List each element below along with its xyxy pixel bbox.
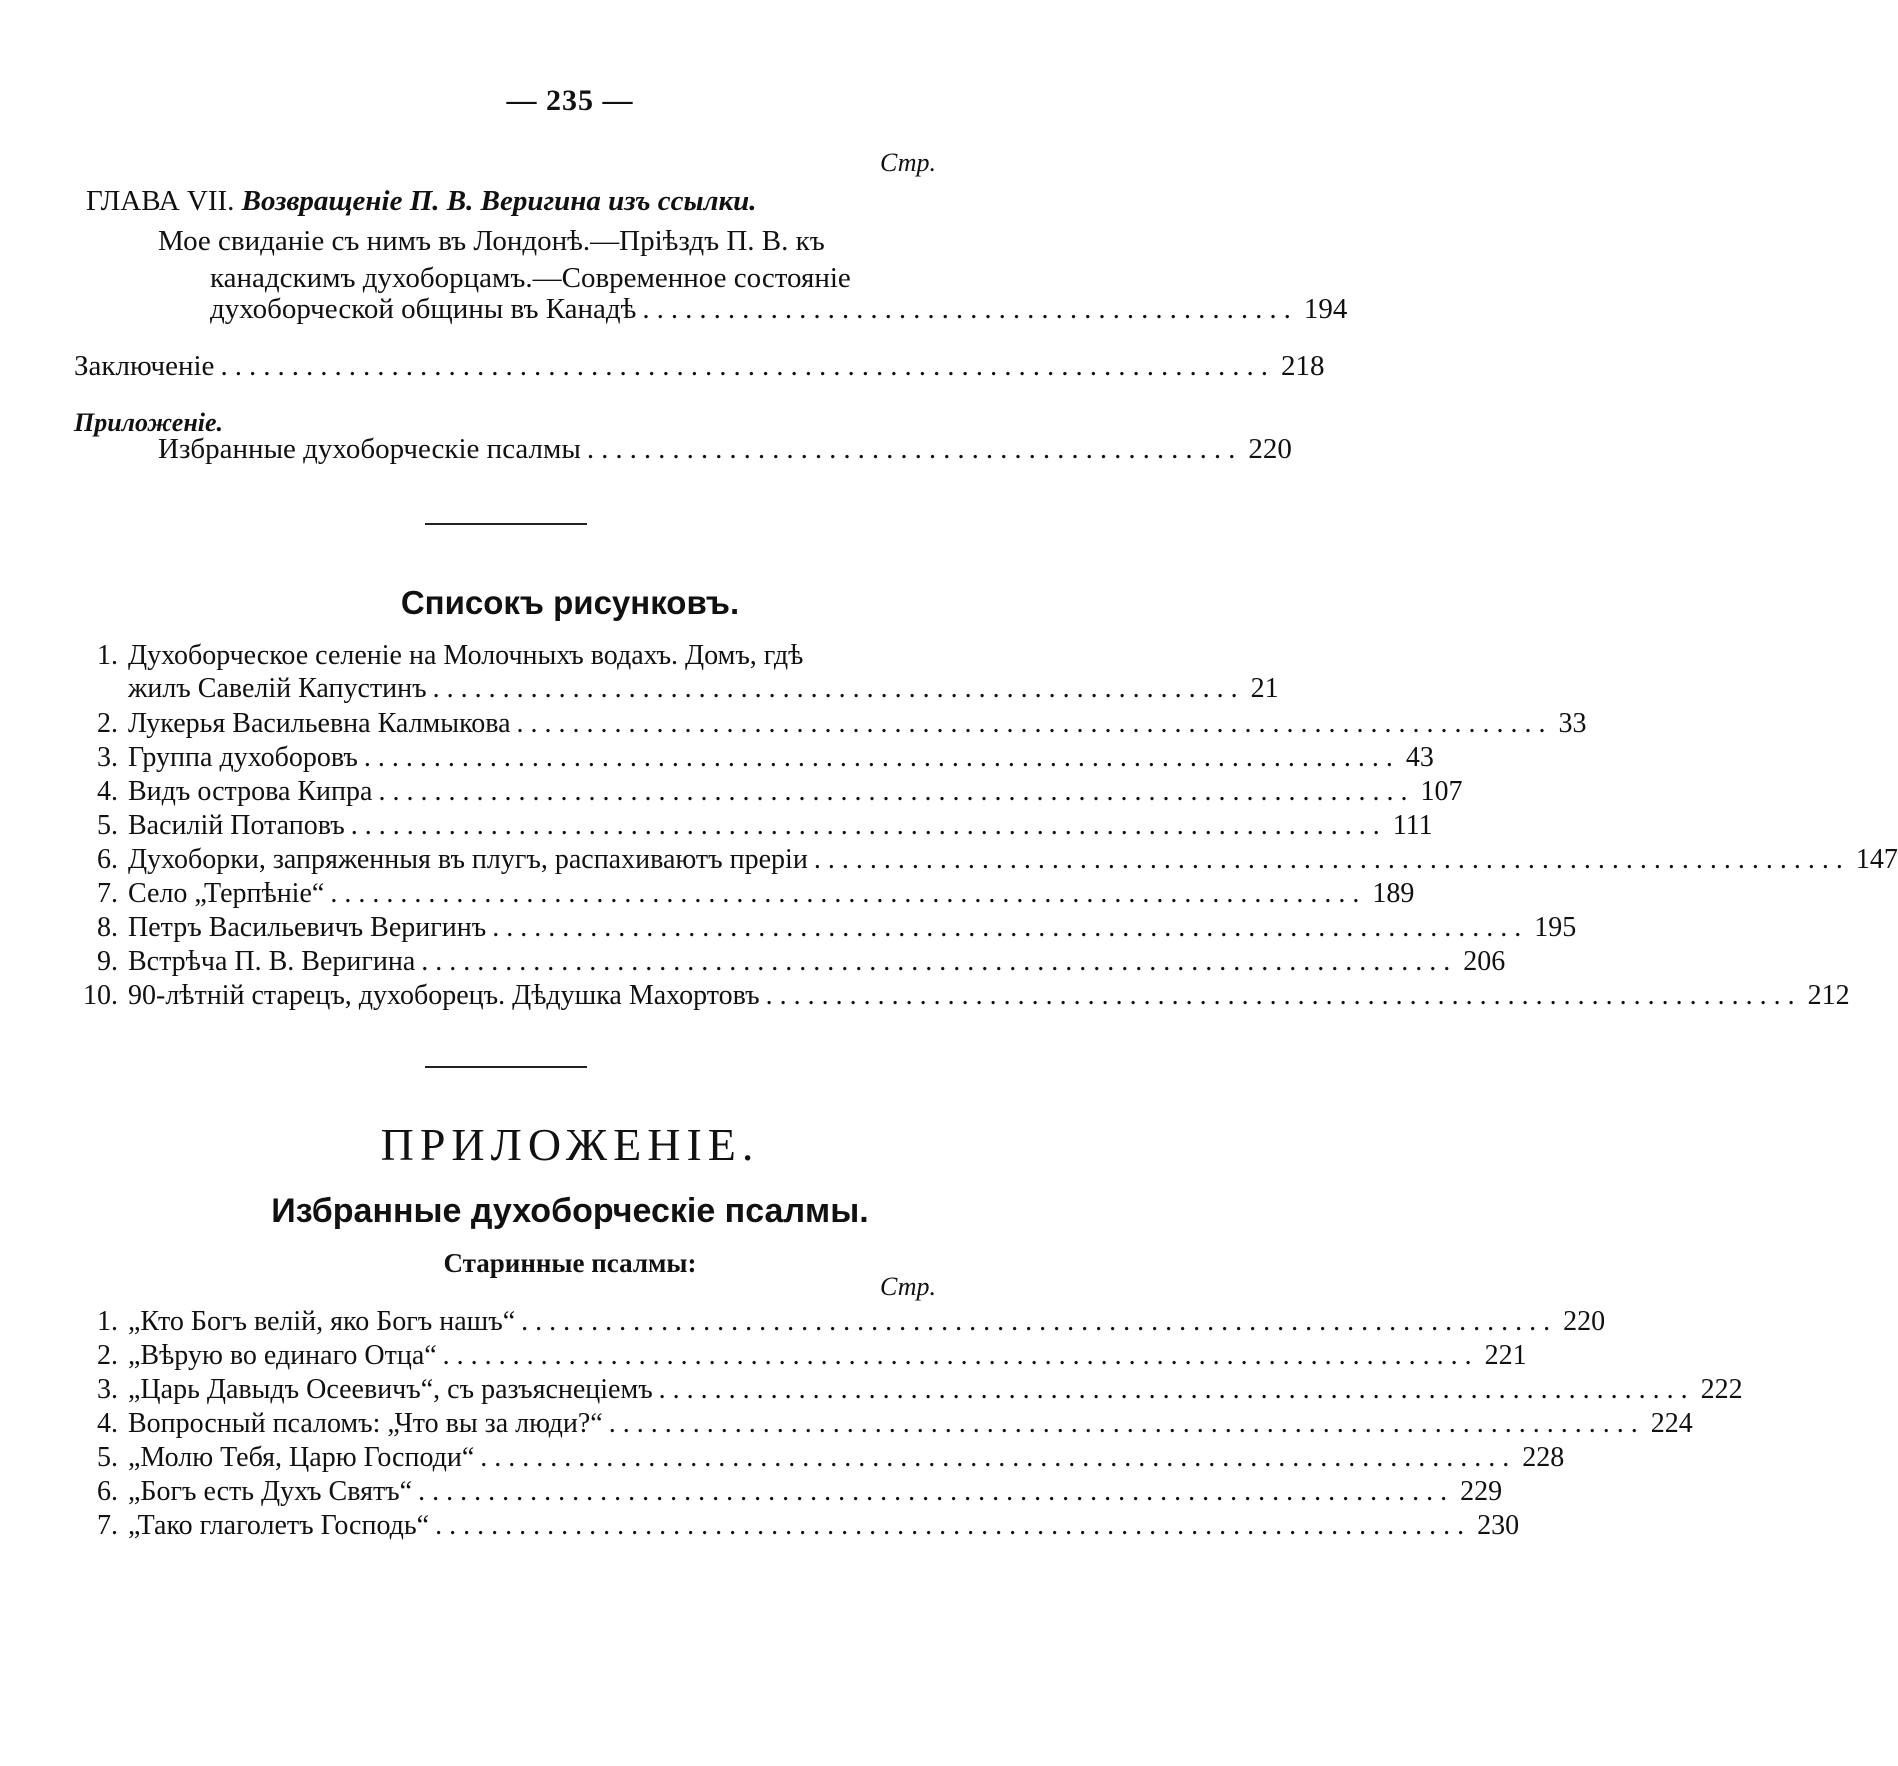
illustration-item [74, 708, 1587, 744]
leader-dots: .......................................................... [432, 673, 1245, 704]
leader-dots: .......................................................................... [442, 1340, 1479, 1371]
appendix-page: 220 [1248, 433, 1292, 465]
leader-dots: .............................................. [586, 433, 1243, 465]
item-page: 189 [1372, 878, 1415, 909]
appendix-subtitle: Избранные духоборческіе псалмы. [271, 1192, 869, 1230]
item-label [74, 708, 511, 740]
item-number: 5. [97, 810, 118, 841]
item-number: 2. [97, 1340, 118, 1371]
psalm-item [74, 1408, 1693, 1444]
item-number: 1. [97, 640, 118, 671]
item-text: Лукерья Васильевна Калмыкова [128, 708, 511, 739]
item-page: 221 [1484, 1340, 1527, 1371]
item-page: 206 [1463, 946, 1506, 977]
illustration-item [74, 844, 1898, 880]
illustration-item [74, 878, 1415, 914]
item-number: 8. [97, 912, 118, 943]
conclusion-row [74, 350, 1325, 386]
item-text: „Кто Богъ велій, яко Богъ нашъ“ [128, 1306, 516, 1337]
leader-dots: .......................................................................... [480, 1442, 1517, 1473]
item-page: 222 [1700, 1374, 1743, 1405]
item-text: Василій Потаповъ [128, 810, 345, 841]
item-page: 21 [1250, 673, 1279, 704]
item-text: жилъ Савелій Капустинъ [128, 673, 427, 704]
item-page: 224 [1650, 1408, 1693, 1439]
item-label [74, 1510, 429, 1542]
page-column-label: Стр. [880, 148, 936, 177]
item-number: 3. [97, 1374, 118, 1405]
conclusion-page: 218 [1280, 350, 1325, 382]
item-number: 3. [97, 742, 118, 773]
item-label [74, 912, 486, 944]
chapter-last-row [210, 293, 1348, 329]
item-label [74, 1306, 515, 1338]
leader-dots: .......................................................................... [363, 742, 1400, 773]
leader-dots: .......................................................................... [350, 810, 1387, 841]
leader-dots: .......................................................................... [813, 844, 1850, 875]
item-text: Видъ острова Кипра [128, 776, 373, 807]
illustration-item-first [74, 640, 803, 672]
item-text: Село „Терпѣніе“ [128, 878, 325, 909]
item-number: 4. [97, 1408, 118, 1439]
leader-dots: .............................................. [642, 293, 1298, 325]
leader-dots: .......................................................................... [330, 878, 1367, 909]
chapter-line-3: духоборческой общины въ Канадѣ [210, 293, 637, 325]
psalm-item [74, 1442, 1565, 1478]
item-page: 107 [1420, 776, 1463, 807]
psalm-item [74, 1374, 1743, 1410]
item-text: „Царь Давыдъ Осеевичъ“, съ разъяснеціемъ [128, 1374, 653, 1405]
illustration-item [74, 946, 1506, 982]
item-text: 90-лѣтній старецъ, духоборецъ. Дѣдушка Махортовъ [128, 980, 760, 1011]
leader-dots: .......................................................................... [435, 1510, 1472, 1541]
item-page: 111 [1392, 810, 1433, 841]
item-number: 6. [97, 844, 118, 875]
illustration-item [74, 980, 1850, 1016]
item-label [74, 1374, 653, 1406]
illustration-item [74, 912, 1577, 948]
item-text: „Молю Тебя, Царю Господи“ [128, 1442, 475, 1473]
illustration-item [74, 776, 1463, 812]
psalm-item [74, 1340, 1527, 1376]
appendix-label: Приложеніе. [74, 408, 224, 437]
leader-dots: .......................................................................... [220, 350, 1275, 382]
illustration-item [74, 742, 1434, 778]
item-page: 228 [1522, 1442, 1565, 1473]
item-label [74, 1408, 603, 1440]
appendix-title: ПРИЛОЖЕНІЕ. [380, 1119, 760, 1170]
leader-dots: .......................................................................... [658, 1374, 1695, 1405]
item-text: „Вѣрую во единаго Отца“ [128, 1340, 437, 1371]
leader-dots: .......................................................................... [418, 1476, 1455, 1507]
leader-dots: .......................................................................... [608, 1408, 1645, 1439]
psalm-item [74, 1306, 1606, 1342]
item-page: 212 [1807, 980, 1850, 1011]
chapter-heading [86, 185, 757, 218]
psalm-item [74, 1510, 1520, 1546]
illustrations-heading: Списокъ рисунковъ. [400, 584, 740, 621]
item-page: 43 [1405, 742, 1434, 773]
item-label [74, 844, 808, 876]
item-label [74, 980, 760, 1012]
item-page: 230 [1477, 1510, 1520, 1541]
item-page: 33 [1558, 708, 1587, 739]
item-label [74, 1442, 474, 1474]
illustration-item [74, 810, 1433, 846]
leader-dots: .......................................................................... [765, 980, 1802, 1011]
item-label [74, 776, 372, 808]
item-label [74, 878, 324, 910]
item-number: 1. [97, 1306, 118, 1337]
page-column-label: Стр. [880, 1272, 936, 1301]
item-page: 195 [1534, 912, 1577, 943]
chapter-line-1: Мое свиданіе съ нимъ въ Лондонѣ.—Пріѣздъ П. В. къ [158, 225, 825, 257]
appendix-row [158, 433, 1292, 469]
item-page: 229 [1460, 1476, 1503, 1507]
item-page: 147 [1855, 844, 1898, 875]
item-text: „Богъ есть Духъ Святъ“ [128, 1476, 413, 1507]
conclusion-label: Заключеніе [74, 350, 215, 382]
item-label [74, 946, 415, 978]
item-text: Вопросный псаломъ: „Что вы за люди?“ [128, 1408, 603, 1439]
chapter-page: 194 [1303, 293, 1348, 325]
item-label [74, 1476, 412, 1508]
divider [425, 1066, 587, 1068]
item-number: 10. [83, 980, 118, 1011]
divider [425, 523, 587, 525]
item-number: 7. [97, 878, 118, 909]
item-text: Духоборческое селеніе на Молочныхъ водахъ. Домъ, гдѣ [128, 640, 804, 671]
leader-dots: .......................................................................... [516, 708, 1553, 739]
item-label [74, 810, 345, 842]
item-text: Встрѣча П. В. Веригина [128, 946, 416, 977]
chapter-title: Возвращеніе П. В. Веригина изъ ссылки. [241, 185, 757, 217]
item-text: Петръ Васильевичъ Веригинъ [128, 912, 487, 943]
psalm-item [74, 1476, 1503, 1512]
item-text: Духоборки, запряженныя въ плугъ, распахиваютъ преріи [128, 844, 808, 875]
item-label [74, 1340, 437, 1372]
chapter-line-2: канадскимъ духоборцамъ.—Современное состояніе [210, 262, 851, 294]
leader-dots: .......................................................................... [421, 946, 1458, 977]
illustration-item-first-cont [128, 673, 1279, 709]
page-number: — 235 — [506, 84, 634, 117]
leader-dots: .......................................................................... [378, 776, 1415, 807]
item-label [74, 742, 358, 774]
leader-dots: .......................................................................... [492, 912, 1529, 943]
item-text: „Тако глаголетъ Господь“ [128, 1510, 430, 1541]
chapter-prefix: ГЛАВА VII. [86, 185, 235, 217]
appendix-item: Избранные духоборческіе псалмы [158, 433, 581, 465]
item-number: 5. [97, 1442, 118, 1473]
leader-dots: .......................................................................... [521, 1306, 1558, 1337]
item-number: 6. [97, 1476, 118, 1507]
item-text: Группа духоборовъ [128, 742, 358, 773]
item-page: 220 [1563, 1306, 1606, 1337]
item-number: 2. [97, 708, 118, 739]
item-number: 7. [97, 1510, 118, 1541]
appendix-subheading: Старинные псалмы: [443, 1248, 697, 1278]
item-number: 4. [97, 776, 118, 807]
item-number: 9. [97, 946, 118, 977]
